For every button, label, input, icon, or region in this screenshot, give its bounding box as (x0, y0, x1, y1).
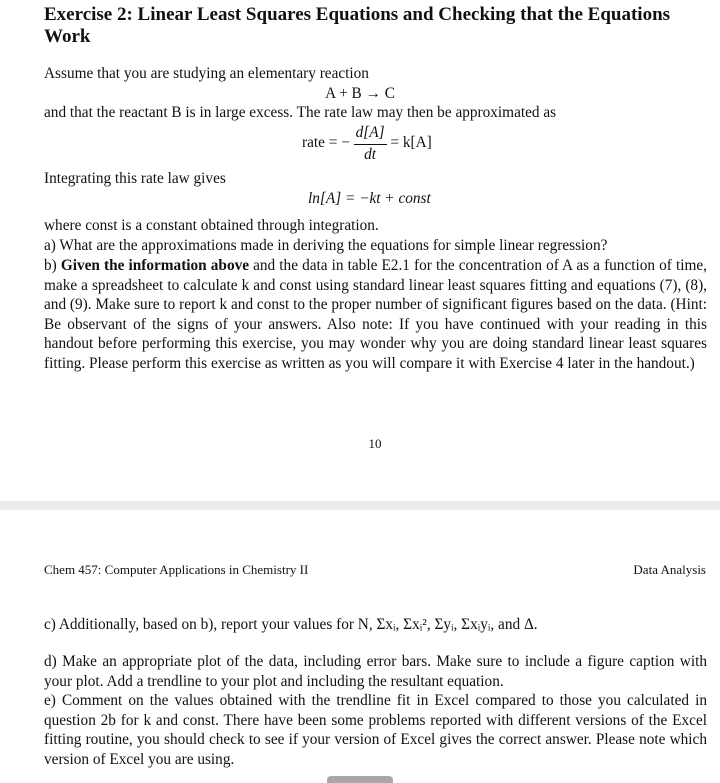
reaction-equation: A + B → C (325, 85, 395, 102)
rate-law-equation (302, 122, 432, 165)
integrated-rate-equation: ln[A] = −kt + const (308, 190, 431, 207)
page-number: 10 (368, 436, 382, 451)
part-a-question: a) What are the approximations made in deriving the equations for simple linear regression? (44, 237, 608, 254)
rate-law-denominator: dt (364, 146, 377, 163)
part-b-text: and the data in table E2.1 for the concentration of A as a function of time, make a spreadsheet to calculate k and const using standard linear least squares fitting and equations (7), (8), and (9). Make sure to report k and const to the proper number of significant figures based on the data. (Hint: Be observant of the signs of your answers. Also note: If you have continued with your reading in this handout before performing this exercise, you may wonder why you are doing standard linear least squares fitting. Please perform this exercise as written as you will compare it with Exercise 4 later in the handout.) (44, 257, 707, 372)
rate-law-fraction (354, 122, 387, 165)
document-page-2 (0, 510, 720, 783)
part-b-bold-text: Given the information above (60, 257, 250, 274)
excess-text: and that the reactant B is in large excess. The rate law may then be approximated as (44, 104, 557, 121)
rate-law-rhs: = k[A] (390, 134, 432, 152)
scroll-handle[interactable] (327, 776, 393, 783)
part-c-question: c) Additionally, based on b), report your values for N, Σxᵢ, Σxᵢ², Σyᵢ, Σxᵢyᵢ, and Δ. (44, 616, 538, 633)
exercise-title: Exercise 2: Linear Least Squares Equations and Checking that the Equations Work (44, 4, 671, 47)
rate-law-numerator: d[A] (354, 122, 387, 145)
const-definition-text: where const is a constant obtained through integration. (44, 217, 379, 234)
running-header-left: Chem 457: Computer Applications in Chemistry II (44, 562, 309, 577)
part-d-question: d) Make an appropriate plot of the data, including error bars. Make sure to include a figure caption with your plot. Add a trendline to your plot and including the resultant equation. (44, 653, 707, 690)
part-b-prefix: b) (44, 257, 57, 274)
part-e-question: e) Comment on the values obtained with the trendline fit in Excel compared to those you calculated in question 2b for k and const. There have been some problems reported with different versions of the Excel fitting routine, you should check to see if your version of Excel gives the correct answer. Please note which version of Excel you are using. (44, 692, 707, 768)
intro-text: Assume that you are studying an elementary reaction (44, 65, 369, 82)
running-header-right: Data Analysis (633, 562, 706, 577)
part-b-question (44, 256, 707, 374)
integrating-text: Integrating this rate law gives (44, 170, 226, 187)
rate-law-lhs: rate = − (302, 134, 350, 152)
